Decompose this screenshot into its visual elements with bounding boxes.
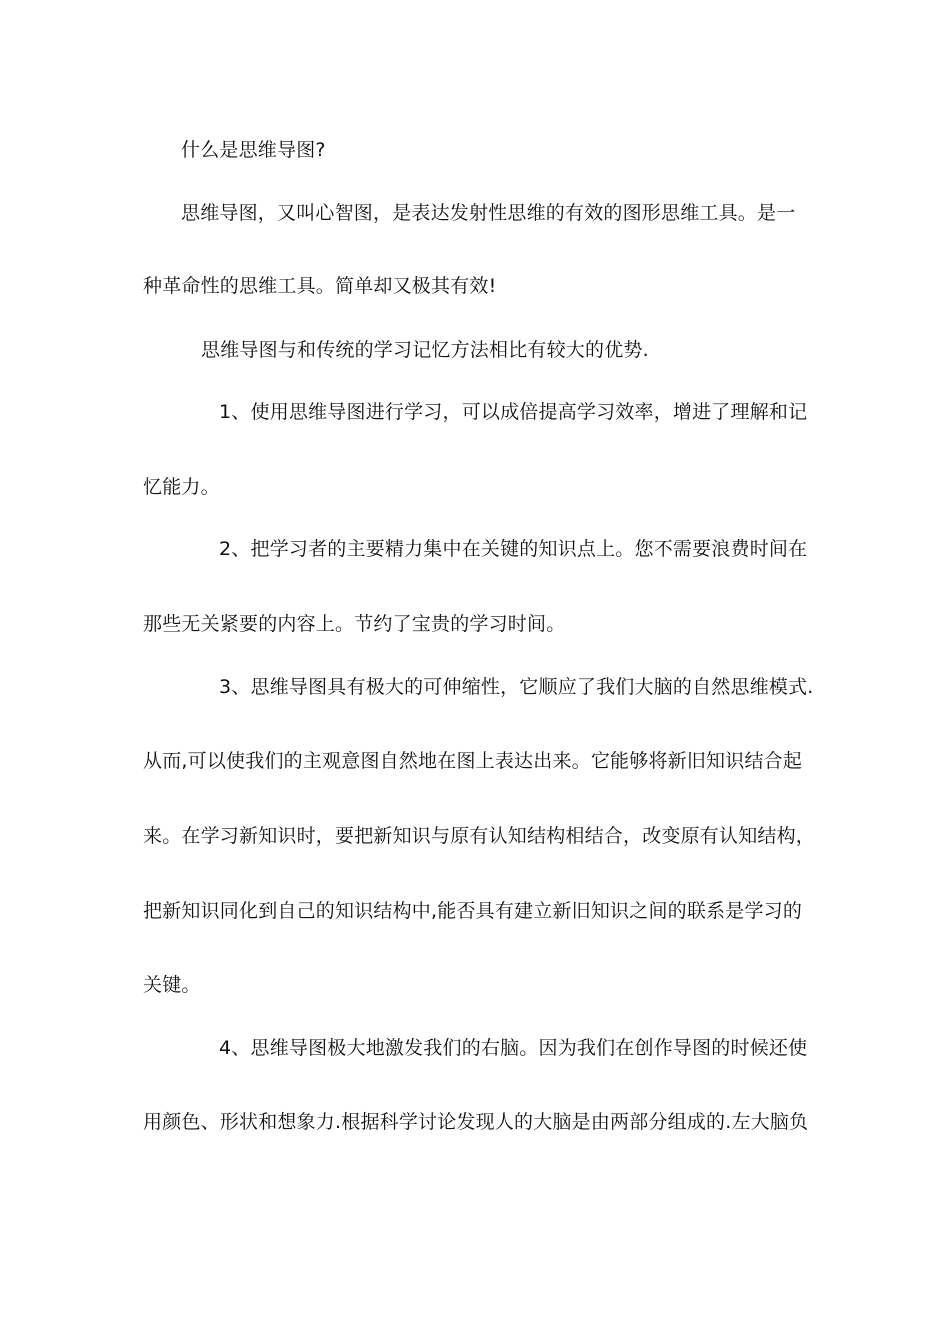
point-3-line-2: 从而,可以使我们的主观意图自然地在图上表达出来。它能够将新旧知识结合起 [143, 750, 803, 772]
paragraph-advantage-intro: 思维导图与和传统的学习记忆方法相比有较大的优势. [201, 339, 649, 361]
point-1-line-1: 1、使用思维导图进行学习，可以成倍提高学习效率，增进了理解和记 [219, 401, 808, 423]
point-3-line-1: 3、思维导图具有极大的可伸缩性，它顺应了我们大脑的自然思维模式. [219, 676, 814, 698]
paragraph-definition-line-1: 思维导图，又叫心智图，是表达发射性思维的有效的图形思维工具。是一 [181, 202, 796, 224]
point-4-line-1: 4、思维导图极大地激发我们的右脑。因为我们在创作导图的时候还使 [219, 1037, 808, 1059]
point-2-line-1: 2、把学习者的主要精力集中在关键的知识点上。您不需要浪费时间在 [219, 538, 808, 560]
point-3-line-4: 把新知识同化到自己的知识结构中,能否具有建立新旧知识之间的联系是学习的 [143, 900, 803, 922]
point-3-line-5: 关键。 [143, 974, 201, 996]
point-3-line-3: 来。在学习新知识时，要把新知识与原有认知结构相结合，改变原有认知结构， [143, 825, 816, 847]
heading-what-is-mind-map: 什么是思维导图? [181, 139, 326, 161]
point-2-line-2: 那些无关紧要的内容上。节约了宝贵的学习时间。 [143, 613, 566, 635]
paragraph-definition-line-2: 种革命性的思维工具。简单却又极其有效! [143, 275, 497, 297]
point-1-line-2: 忆能力。 [143, 476, 220, 498]
point-4-line-2: 用颜色、形状和想象力.根据科学讨论发现人的大脑是由两部分组成的.左大脑负 [143, 1111, 809, 1133]
